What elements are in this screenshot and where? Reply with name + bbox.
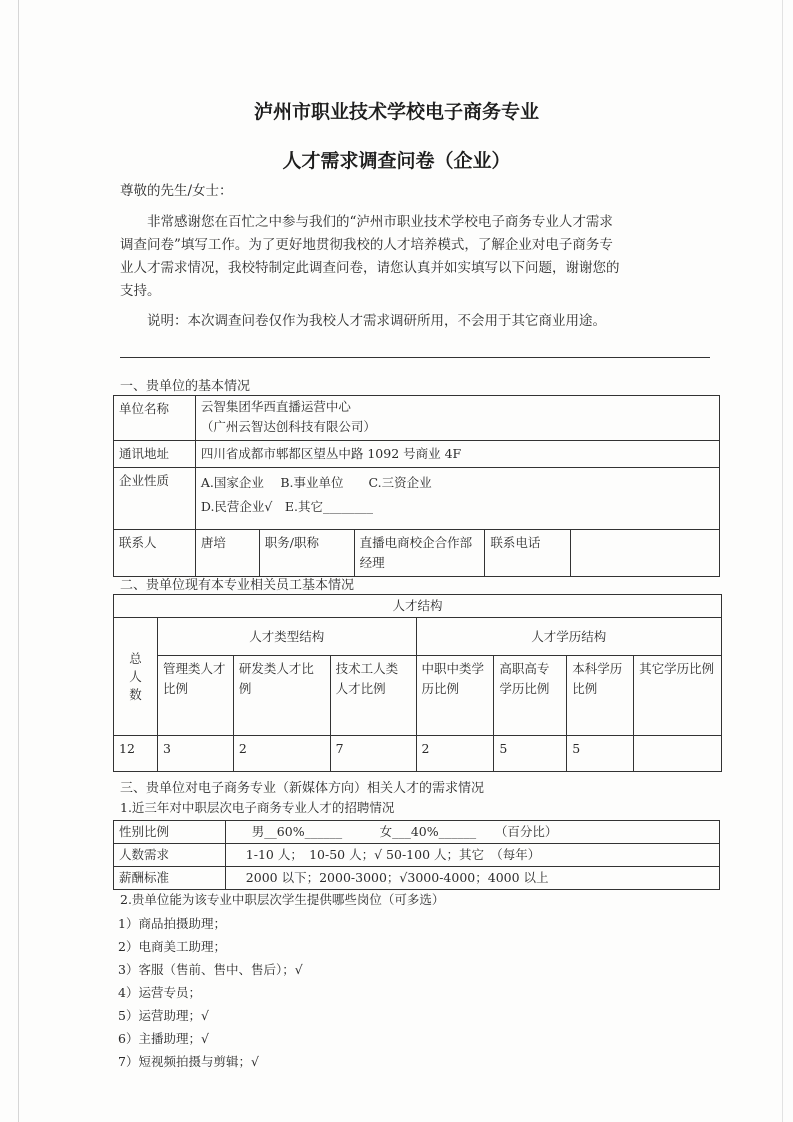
salary-label: 薪酬标准 [114,867,226,890]
gender-label: 性别比例 [114,821,226,844]
structure-header: 人才结构 [114,595,722,618]
nature-options-line: D.民营企业√ E.其它________ [200,499,373,514]
salary-value: 2000 以下；2000-3000；√3000-4000；4000 以上 [225,867,719,890]
nature-options [195,468,719,530]
intro-line: 非常感谢您在百忙之中参与我们的“泸州市职业技术学校电子商务专业人才需求 [147,214,613,230]
value-vocational: 5 [494,736,567,772]
address-label: 通讯地址 [114,441,196,468]
total-label: 总人数 [114,618,158,736]
unit-name-label: 单位名称 [114,396,196,441]
gender-value: 男__60%______ 女___40%______ （百分比） [225,821,719,844]
page-title: 泸州市职业技术学校电子商务专业 [253,101,539,123]
position-option: 2）电商美工助理； [118,939,226,954]
position-option: 1）商品拍摄助理； [118,916,226,931]
question-1: 1.近三年对中职层次电子商务专业人才的招聘情况 [120,800,395,815]
position-label: 职务/职称 [259,530,354,577]
section2-heading: 二、贵单位现有本专业相关员工基本情况 [120,578,355,593]
unit-name-line: （广州云智达创科技有限公司） [200,419,376,434]
staff-table [113,594,722,772]
intro-line: 调查问卷”填写工作。为了更好地贯彻我校的人才培养模式，了解企业对电子商务专 [120,237,613,253]
count-value: 1-10 人； 10-50 人；√ 50-100 人；其它 （每年） [225,844,719,867]
value-bachelor: 5 [567,736,634,772]
position-option: 7）短视频拍摄与剪辑；√ [118,1054,259,1069]
value-technical: 7 [330,736,416,772]
page-subtitle: 人才需求调查问卷（企业） [282,150,511,172]
unit-name-line: 云智集团华西直播运营中心 [200,399,351,414]
phone-value [571,530,720,577]
intro-line: 业人才需求情况，我校特制定此调查问卷，请您认真并如实填写以下问题，谢谢您的 [120,260,620,276]
type-header: 人才类型结构 [157,618,416,656]
intro-line: 支持。 [120,283,161,299]
value-rnd: 2 [233,736,330,772]
col-management: 管理类人才比例 [157,656,233,736]
position-value: 直播电商校企合作部经理 [354,530,485,577]
question-2: 2.贵单位能为该专业中职层次学生提供哪些岗位（可多选） [120,892,445,907]
divider [120,357,710,358]
edu-header: 人才学历结构 [416,618,722,656]
note: 说明：本次调查问卷仅作为我校人才需求调研所用，不会用于其它商业用途。 [147,313,606,329]
section3-heading: 三、贵单位对电子商务专业（新媒体方向）相关人才的需求情况 [120,781,485,796]
section1-heading: 一、贵单位的基本情况 [120,379,251,394]
position-option: 4）运营专员； [118,985,201,1000]
value-other [634,736,722,772]
col-vocational: 高职高专学历比例 [494,656,567,736]
col-secondary: 中职中类学历比例 [416,656,494,736]
position-option: 5）运营助理；√ [118,1008,209,1023]
count-label: 人数需求 [114,844,226,867]
unit-name-value [195,396,719,441]
col-other: 其它学历比例 [634,656,722,736]
value-management: 3 [157,736,233,772]
basic-info-table [113,395,720,577]
nature-options-line: A.国家企业 B.事业单位 C.三资企业 [200,475,432,490]
intro-paragraph [120,211,720,303]
nature-label: 企业性质 [114,468,196,530]
value-secondary: 2 [416,736,494,772]
col-technical: 技术工人类人才比例 [330,656,416,736]
contact-value: 唐培 [195,530,259,577]
col-bachelor: 本科学历比例 [567,656,634,736]
total-value: 12 [114,736,158,772]
position-option: 3）客服（售前、售中、售后）；√ [118,962,303,977]
phone-label: 联系电话 [485,530,571,577]
greeting: 尊敬的先生/女士： [120,183,233,199]
col-rnd: 研发类人才比例 [233,656,330,736]
address-value: 四川省成都市郫都区望丛中路 1092 号商业 4F [195,441,719,468]
recruitment-table [113,820,720,890]
position-option: 6）主播助理；√ [118,1031,209,1046]
contact-label: 联系人 [114,530,196,577]
